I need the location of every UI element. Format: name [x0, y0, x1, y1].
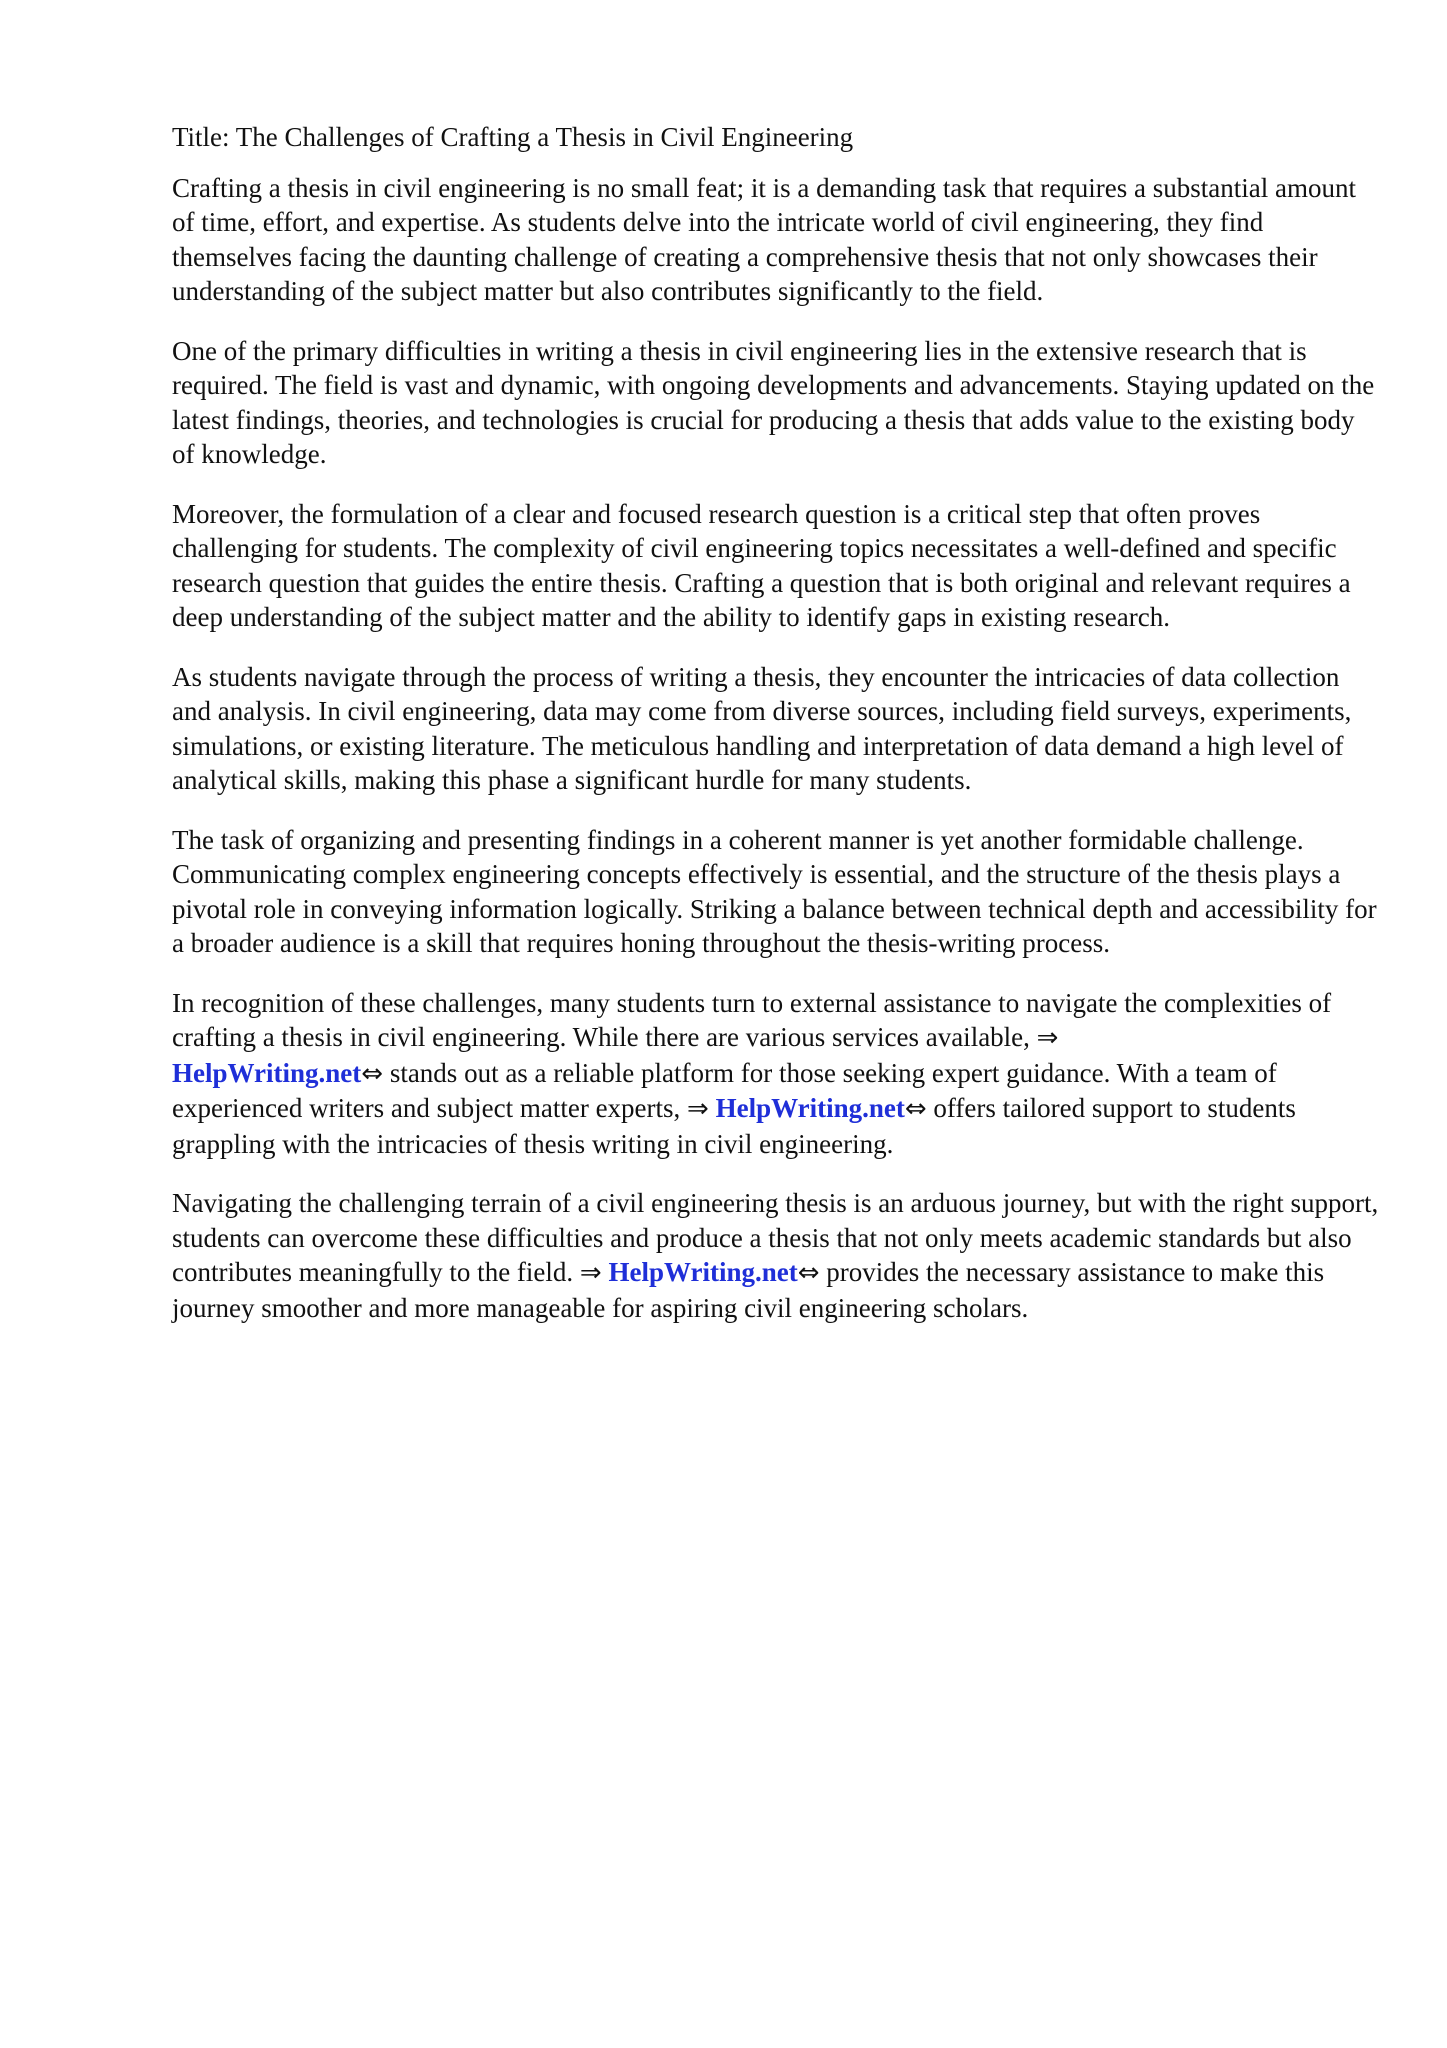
- left-right-double-arrow-icon: ⇔: [904, 1094, 927, 1124]
- left-right-double-arrow-icon: ⇔: [797, 1258, 820, 1288]
- document-title: Title: The Challenges of Crafting a Thesis in Civil Engineering: [172, 122, 854, 152]
- helpwriting-link-3[interactable]: HelpWriting.net: [608, 1257, 798, 1287]
- right-double-arrow-icon: ⇒: [1036, 1023, 1059, 1053]
- paragraph-3: Moreover, the formulation of a clear and focused research question is a critical step that often proves challenging for students. The complexity of civil engineering topics necessitates a well-defined and specific research question that guides the entire thesis. Crafting a question that is both original and relevant requires a deep understanding of the subject matter and the ability to identify gaps in existing research.: [172, 498, 1351, 632]
- paragraph-2: One of the primary difficulties in writing a thesis in civil engineering lies in the extensive research that is required. The field is vast and dynamic, with ongoing developments and advancements. Staying updated on the latest findings, theories, and technologies is crucial for producing a thesis that adds value to the existing body of knowledge.: [172, 335, 1375, 469]
- paragraph-7-text-2: provides the necessary assistance to make this journey smoother and more manageable for aspiring civil engineering scholars.: [172, 1257, 1325, 1323]
- left-right-double-arrow-icon: ⇔: [361, 1058, 384, 1089]
- document-page: [172, 120, 1382, 1350]
- paragraph-6: [172, 986, 1382, 1162]
- helpwriting-link-2[interactable]: HelpWriting.net: [715, 1093, 905, 1123]
- paragraph-7: [172, 1186, 1382, 1325]
- paragraph-6-text-1: In recognition of these challenges, many students turn to external assistance to navigate the complexities of crafting a thesis in civil engineering. While there are various services available,: [172, 987, 1332, 1052]
- helpwriting-link-1[interactable]: HelpWriting.net: [172, 1057, 362, 1088]
- paragraph-5: The task of organizing and presenting findings in a coherent manner is yet another formidable challenge. Communicating complex engineering concepts effectively is essential, and the structure of the thesis plays a pivotal role in conveying information logically. Striking a balance between technical depth and accessibility for a broader audience is a skill that requires honing throughout the thesis-writing process.: [172, 824, 1377, 958]
- paragraph-7-text-1: Navigating the challenging terrain of a civil engineering thesis is an arduous journey, but with the right support, students can overcome these difficulties and produce a thesis that not only meets academic standards but also contributes meaningfully to the field.: [172, 1188, 1379, 1287]
- paragraph-6-text-3: offers tailored support to students grappling with the intricacies of thesis writing in civil engineering.: [172, 1093, 1296, 1159]
- paragraph-4: As students navigate through the process of writing a thesis, they encounter the intricacies of data collection and analysis. In civil engineering, data may come from diverse sources, including field surveys, experiments, simulations, or existing literature. The meticulous handling and interpretation of data demand a high level of analytical skills, making this phase a significant hurdle for many students.: [172, 661, 1352, 795]
- paragraph-6-text-2: stands out as a reliable platform for those seeking expert guidance. With a team of experienced writers and subject matter experts,: [172, 1057, 1277, 1123]
- paragraph-1: Crafting a thesis in civil engineering is no small feat; it is a demanding task that requires a substantial amount of time, effort, and expertise. As students delve into the intricate world of civil engineering, they find themselves facing the daunting challenge of creating a comprehensive thesis that not only showcases their understanding of the subject matter but also contributes significantly to the field.: [172, 172, 1356, 306]
- right-double-arrow-icon: ⇒: [579, 1258, 602, 1288]
- right-double-arrow-icon: ⇒: [687, 1094, 709, 1124]
